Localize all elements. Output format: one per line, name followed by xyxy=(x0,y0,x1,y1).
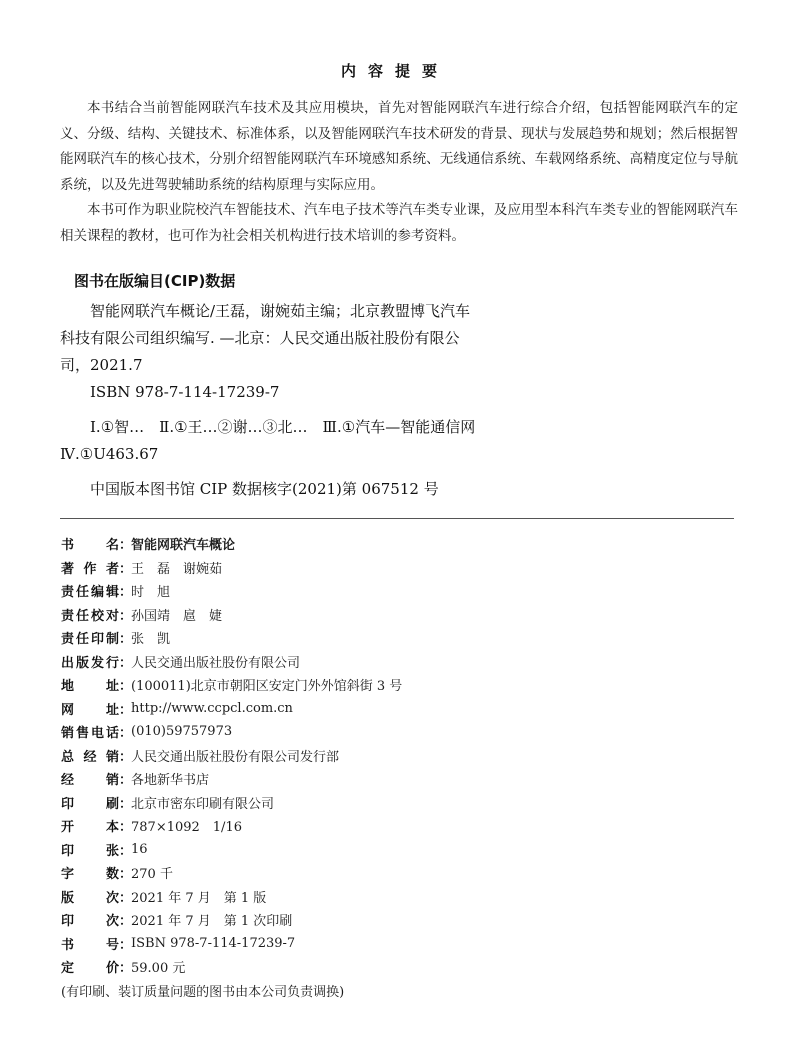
colophon-separator: ： xyxy=(119,843,133,859)
colophon-row xyxy=(61,579,661,603)
colophon-value: (100011)北京市朝阳区安定门外外馆斜街 3 号 xyxy=(131,679,403,695)
colophon-label: 版 次 xyxy=(61,890,119,906)
colophon-value: ISBN 978-7-114-17239-7 xyxy=(131,935,296,951)
colophon-row xyxy=(61,650,661,674)
colophon-separator: ： xyxy=(119,961,133,977)
colophon-row xyxy=(61,838,661,862)
colophon-separator: ： xyxy=(119,773,133,789)
colophon-label: 经 销 xyxy=(61,773,119,789)
colophon-row xyxy=(61,673,661,697)
cip-isbn: ISBN 978-7-114-17239-7 xyxy=(90,383,280,401)
summary-paragraph: 本书可作为职业院校汽车智能技术、汽车电子技术等汽车类专业课，及应用型本科汽车类专业的智能网联汽车相关课程的教材，也可作为社会相关机构进行技术培训的参考资料。 xyxy=(60,202,738,244)
colophon-value: 智能网联汽车概论 xyxy=(131,538,236,554)
colophon-value: 孙国靖 扈 婕 xyxy=(131,608,223,624)
colophon-row xyxy=(61,532,661,556)
cip-number: 中国版本图书馆 CIP 数据核字(2021)第 067512 号 xyxy=(90,480,439,498)
colophon-value: 张 凯 xyxy=(131,632,171,648)
colophon-label: 销 售 电 话 xyxy=(61,726,119,742)
colophon-separator: ： xyxy=(119,561,133,577)
colophon-row xyxy=(61,603,661,627)
cip-entry: 智能网联汽车概论/王磊，谢婉茹主编；北京教盟博飞汽车科技有限公司组织编写. —北京：人民交通出版社股份有限公司，2021.7 xyxy=(60,302,471,374)
colophon-label: 印 张 xyxy=(61,843,119,859)
summary-title: 内容提要 xyxy=(340,62,449,80)
colophon-row xyxy=(61,955,661,979)
colophon-separator: ： xyxy=(119,608,133,624)
colophon-value: 北京市密东印刷有限公司 xyxy=(131,796,275,812)
colophon-separator: ： xyxy=(119,749,133,765)
colophon-value: 人民交通出版社股份有限公司 xyxy=(131,655,301,671)
cip-title: 图书在版编目(CIP)数据 xyxy=(74,272,236,290)
summary-paragraph: 本书结合当前智能网联汽车技术及其应用模块，首先对智能网联汽车进行综合介绍，包括智能网联汽车的定义、分级、结构、关键技术、标准体系，以及智能网联汽车技术研发的背景、现状与发展趋势和规划；然后根据智能网联汽车的核心技术，分别介绍智能网联汽车环境感知系统、无线通信系统、车载网络系统、高精度定位与导航系统，以及先进驾驶辅助系统的结构原理与实际应用。 xyxy=(60,100,738,193)
colophon-separator: ： xyxy=(119,820,133,836)
colophon-label: 字 数 xyxy=(61,867,119,883)
colophon-label: 责 任 印 制 xyxy=(61,632,119,648)
colophon-label: 书 号 xyxy=(61,937,119,953)
colophon-row xyxy=(61,744,661,768)
colophon-value: 各地新华书店 xyxy=(131,773,210,789)
colophon-separator: ： xyxy=(119,937,133,953)
colophon-label: 定 价 xyxy=(61,961,119,977)
colophon-row xyxy=(61,885,661,909)
colophon-label: 印 次 xyxy=(61,914,119,930)
colophon-label: 印 刷 xyxy=(61,796,119,812)
colophon-row xyxy=(61,908,661,932)
colophon-row xyxy=(61,697,661,721)
colophon-separator: ： xyxy=(119,867,133,883)
colophon-row xyxy=(61,791,661,815)
colophon-separator: ： xyxy=(119,632,133,648)
colophon-row xyxy=(61,767,661,791)
colophon-value: 787×1092 1/16 xyxy=(131,820,242,836)
colophon-value: 16 xyxy=(131,841,148,857)
colophon-separator: ： xyxy=(119,796,133,812)
colophon-separator: ： xyxy=(119,679,133,695)
quality-note: (有印刷、装订质量问题的图书由本公司负责调换) xyxy=(61,985,345,1000)
colophon-label: 责 任 校 对 xyxy=(61,608,119,624)
colophon-label: 总 经 销 xyxy=(61,749,119,765)
colophon-label: 书 名 xyxy=(61,538,119,554)
colophon-value: 2021 年 7 月 第 1 版 xyxy=(131,890,267,906)
colophon-value: 时 旭 xyxy=(131,585,171,601)
colophon-row xyxy=(61,932,661,956)
colophon-value: 2021 年 7 月 第 1 次印刷 xyxy=(131,914,293,930)
colophon-separator: ： xyxy=(119,890,133,906)
colophon-value: http://www.ccpcl.com.cn xyxy=(131,700,293,716)
colophon-separator: ： xyxy=(119,538,133,554)
colophon-value: (010)59757973 xyxy=(131,724,233,740)
colophon-label: 著 作 者 xyxy=(61,561,119,577)
colophon-value: 王 磊 谢婉茹 xyxy=(131,561,223,577)
colophon-value: 59.00 元 xyxy=(131,961,186,977)
divider xyxy=(60,518,734,519)
colophon-label: 责 任 编 辑 xyxy=(61,585,119,601)
colophon-separator: ： xyxy=(119,914,133,930)
colophon-separator: ： xyxy=(119,585,133,601)
colophon xyxy=(61,532,661,1003)
colophon-label: 地 址 xyxy=(61,679,119,695)
cip-block xyxy=(60,298,491,503)
cip-subjects: Ⅰ.①智… Ⅱ.①王…②谢…③北… Ⅲ.①汽车—智能通信网 Ⅳ.①U463.67 xyxy=(60,418,491,463)
colophon-separator: ： xyxy=(119,702,133,718)
colophon-separator: ： xyxy=(119,726,133,742)
colophon-value: 270 千 xyxy=(131,867,173,883)
colophon-label: 出 版 发 行 xyxy=(61,655,119,671)
colophon-row xyxy=(61,720,661,744)
colophon-row xyxy=(61,861,661,885)
colophon-label: 开 本 xyxy=(61,820,119,836)
colophon-row xyxy=(61,814,661,838)
summary-section xyxy=(60,96,738,249)
colophon-row xyxy=(61,626,661,650)
colophon-separator: ： xyxy=(119,655,133,671)
colophon-label: 网 址 xyxy=(61,702,119,718)
colophon-row xyxy=(61,556,661,580)
colophon-value: 人民交通出版社股份有限公司发行部 xyxy=(131,749,340,765)
